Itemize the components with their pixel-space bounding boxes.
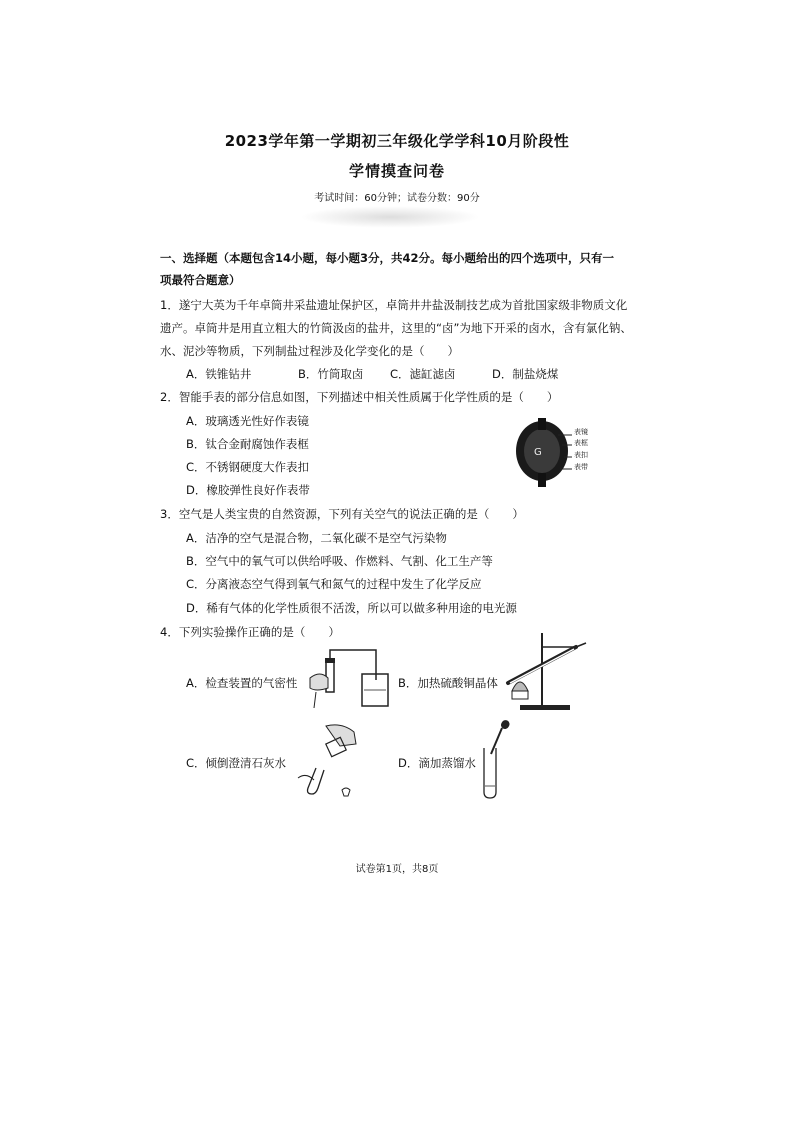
exam-title-line1: 2023学年第一学期初三年级化学学科10月阶段性	[224, 132, 570, 150]
q1-stem-line3: 水、泥沙等物质，下列制盐过程涉及化学变化的是（ ）	[160, 344, 459, 358]
q1-stem-line2: 遗产。卓筒井是用直立粗大的竹筒汲卤的盐井，这里的“卤”为地下开采的卤水，含有氯化钠、	[160, 321, 632, 335]
q4-stem: 4．下列实验操作正确的是（ ）	[160, 625, 340, 639]
q2-option-b: B．钛合金耐腐蚀作表框	[186, 437, 309, 451]
q4-option-c: C．倾倒澄清石灰水	[186, 756, 287, 770]
q2-option-a: A．玻璃透光性好作表镜	[186, 414, 309, 428]
q1-option-a: A．铁锥钻井	[186, 367, 252, 381]
q4-option-d: D．滴加蒸馏水	[398, 756, 476, 770]
q2-stem: 2．智能手表的部分信息如图，下列描述中相关性质属于化学性质的是（ ）	[160, 390, 559, 404]
scan-smudge	[300, 206, 480, 228]
q2-option-d: D．橡胶弹性良好作表带	[186, 483, 310, 497]
heating-crystals-figure	[502, 625, 592, 713]
figure-label-strap: 表带	[574, 463, 588, 471]
q3-option-c: C．分离液态空气得到氧气和氮气的过程中发生了化学反应	[186, 577, 482, 591]
figure-label-buckle: 表扣	[574, 451, 588, 459]
q1-option-b: B．竹筒取卤	[298, 367, 364, 381]
q2-option-c: C．不锈钢硬度大作表扣	[186, 460, 310, 474]
figure-label-frame: 表框	[574, 439, 588, 447]
q3-stem: 3．空气是人类宝贵的自然资源，下列有关空气的说法正确的是（ ）	[160, 507, 524, 521]
q3-option-a: A．洁净的空气是混合物，二氧化碳不是空气污染物	[186, 531, 447, 545]
exam-meta: 考试时间：60分钟；试卷分数：90分	[314, 193, 480, 204]
q4-option-b: B．加热硫酸铜晶体	[398, 676, 498, 690]
q1-option-c: C．滤缸滤卤	[390, 367, 456, 381]
svg-text:G: G	[534, 447, 542, 458]
smartwatch-figure	[510, 415, 620, 490]
dropping-water-figure	[478, 720, 518, 800]
exam-title-line2: 学情摸查问卷	[348, 162, 445, 180]
figure-label-lens: 表镜	[574, 428, 588, 436]
q3-option-b: B．空气中的氧气可以供给呼吸、作燃料、气割、化工生产等	[186, 554, 493, 568]
page-footer: 试卷第1页，共8页	[355, 864, 439, 875]
q1-option-d: D．制盐烧煤	[492, 367, 559, 381]
section-heading-line2: 项最符合题意）	[160, 273, 241, 287]
airtightness-check-figure	[306, 648, 396, 710]
q3-option-d: D．稀有气体的化学性质很不活泼，所以可以做多种用途的电光源	[186, 601, 517, 615]
pouring-limewater-figure	[290, 722, 368, 802]
section-heading-line1: 一、选择题（本题包含14小题，每小题3分，共42分。每小题给出的四个选项中，只有一	[160, 251, 615, 265]
q4-option-a: A．检查装置的气密性	[186, 676, 298, 690]
q1-stem-line1: 1．遂宁大英为千年卓筒井采盐遗址保护区，卓筒井井盐汲制技艺成为首批国家级非物质文化	[160, 298, 628, 312]
